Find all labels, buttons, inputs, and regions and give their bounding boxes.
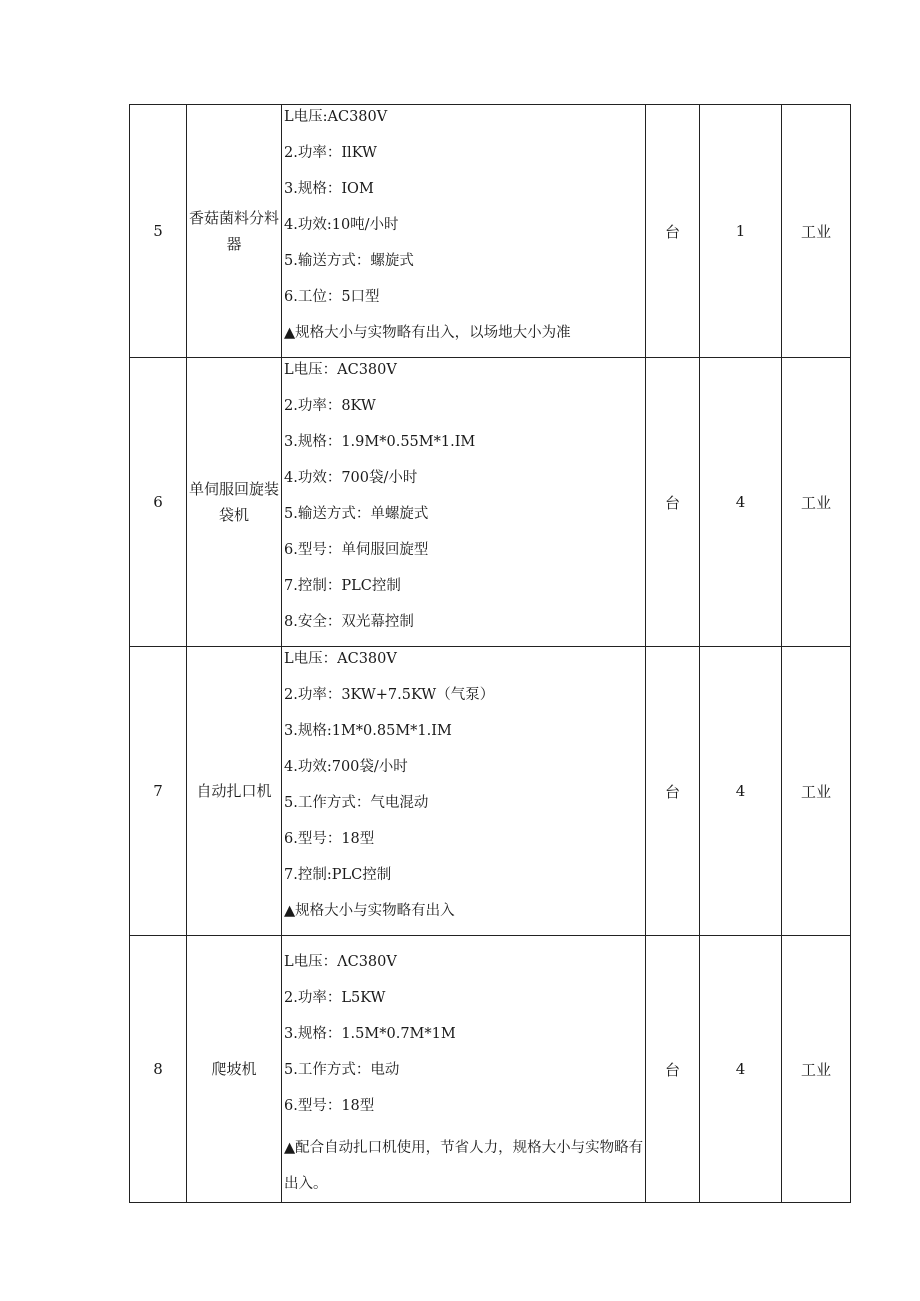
item-specs <box>282 358 646 647</box>
item-unit: 台 <box>646 936 700 1203</box>
spec-line: 7.控制:PLC控制 <box>284 867 392 883</box>
item-unit: 台 <box>646 358 700 647</box>
item-quantity: 1 <box>700 105 782 358</box>
table-row <box>130 936 851 1203</box>
item-name: 香菇菌料分料器 <box>187 105 282 358</box>
item-name: 爬坡机 <box>187 936 282 1203</box>
item-quantity: 4 <box>700 358 782 647</box>
spec-line: 3.规格:1M*0.85M*1.IM <box>284 723 452 739</box>
item-unit: 台 <box>646 647 700 936</box>
spec-line: 4.功效:10吨/小时 <box>284 217 399 233</box>
item-name: 自动扎口机 <box>187 647 282 936</box>
spec-note: ▲规格大小与实物略有出入 <box>284 903 455 919</box>
spec-line: 4.功效:700袋/小时 <box>284 759 408 775</box>
spec-line: L电压：AC380V <box>284 651 397 667</box>
spec-line: 4.功效：700袋/小时 <box>284 470 418 486</box>
spec-line: 3.规格：1.9M*0.55M*1.IM <box>284 434 476 450</box>
spec-line: 2.功率：3KW+7.5KW（气泵） <box>284 687 495 703</box>
item-quantity: 4 <box>700 647 782 936</box>
item-specs <box>282 105 646 358</box>
table-row <box>130 647 851 936</box>
item-name: 单伺服回旋装袋机 <box>187 358 282 647</box>
equipment-spec-table <box>129 104 851 1203</box>
spec-line: 3.规格：IOM <box>284 181 374 197</box>
item-type: 工业 <box>782 358 851 647</box>
spec-line: 2.功率：8KW <box>284 398 376 414</box>
spec-line: 5.工作方式：气电混动 <box>284 795 429 811</box>
spec-line: 3.规格：1.5M*0.7M*1M <box>284 1026 456 1042</box>
spec-line: L电压:AC380V <box>284 109 388 125</box>
item-type: 工业 <box>782 647 851 936</box>
table-row <box>130 105 851 358</box>
item-specs <box>282 647 646 936</box>
item-unit: 台 <box>646 105 700 358</box>
spec-note: ▲规格大小与实物略有出入，以场地大小为准 <box>284 325 571 341</box>
item-specs <box>282 936 646 1203</box>
spec-line: 2.功率：IlKW <box>284 145 377 161</box>
spec-line: 2.功率：L5KW <box>284 990 386 1006</box>
spec-line: 5.工作方式：电动 <box>284 1062 400 1078</box>
spec-line: 5.输送方式：螺旋式 <box>284 253 414 269</box>
spec-line: 6.型号：18型 <box>284 831 375 847</box>
spec-note: ▲配合自动扎口机使用，节省人力，规格大小与实物略有出入。 <box>284 1140 644 1192</box>
spec-line: 7.控制：PLC控制 <box>284 578 401 594</box>
item-number: 5 <box>130 105 187 358</box>
spec-line: L电压：ΛC380V <box>284 954 397 970</box>
item-type: 工业 <box>782 105 851 358</box>
item-number: 8 <box>130 936 187 1203</box>
spec-line: 6.工位：5口型 <box>284 289 380 305</box>
spec-line: 6.型号：18型 <box>284 1098 375 1114</box>
spec-line: L电压：AC380V <box>284 362 397 378</box>
item-number: 6 <box>130 358 187 647</box>
table-row <box>130 358 851 647</box>
item-number: 7 <box>130 647 187 936</box>
spec-line: 5.输送方式：单螺旋式 <box>284 506 429 522</box>
item-quantity: 4 <box>700 936 782 1203</box>
spec-line: 6.型号：单伺服回旋型 <box>284 542 429 558</box>
item-type: 工业 <box>782 936 851 1203</box>
spec-line: 8.安全：双光幕控制 <box>284 614 414 630</box>
